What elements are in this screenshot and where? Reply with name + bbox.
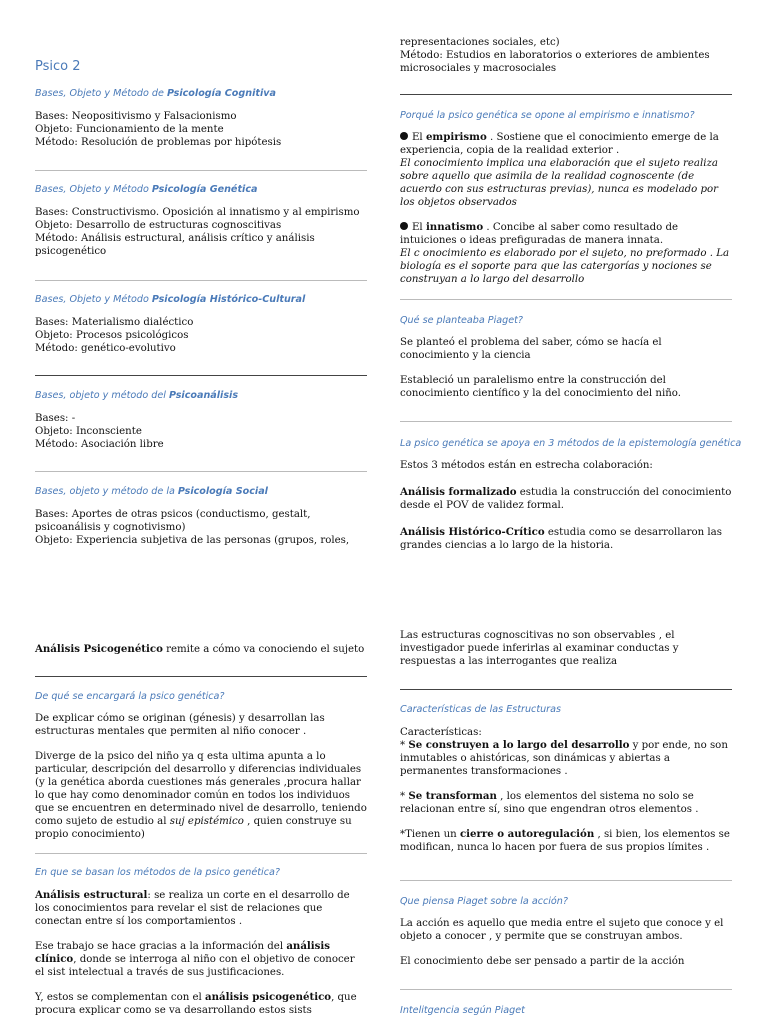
divider bbox=[400, 989, 732, 990]
divider bbox=[35, 375, 367, 376]
divider bbox=[35, 280, 367, 281]
block-cognitiva: Bases: Neopositivismo y Falsacionismo Objeto: Funcionamiento de la mente Método: Resolución de problemas por hipótesis bbox=[35, 111, 282, 148]
heading-historico-cultural: Bases, Objeto y Método Psicología Histórico-Cultural bbox=[35, 294, 306, 305]
divider bbox=[400, 299, 732, 300]
block-metodos: Análisis estructural: se realiza un corte en el desarrollo de los conocimientos para revelar el sist de relaciones que conectan entre sí los comportamientos . Ese trabajo se hace gracias a la información del análisis clínico, donde se interroga al niño con el objetivo de conocer el sist intelectual a través de sus justificaciones. Y, estos se complementan con el análisis psicogenético, que procura explicar como se va desarrollando estos sists bbox=[35, 889, 357, 1016]
divider bbox=[35, 471, 367, 472]
bullet-icon bbox=[400, 222, 408, 230]
block-historico-cultural: Bases: Materialismo dialéctico Objeto: Procesos psicológicos Método: genético-evolutivo bbox=[35, 317, 194, 354]
bullet-icon bbox=[400, 132, 408, 140]
block-genetica: Bases: Constructivismo. Oposición al innatismo y al empirismo Objeto: Desarrollo de estructuras cognoscitivas Método: Análisis estructural, análisis crítico y análisis psicogenético bbox=[35, 207, 360, 257]
divider bbox=[400, 421, 732, 422]
block-caracteristicas: Características: * Se construyen a lo largo del desarrollo y por ende, no son inmutables o ahistóricas, son dinámicas y abiertas a permanentes transformaciones . * Se transforman , los elementos del sistema no solo se relacionan entre sí, sino que engendran otros elementos . *Tienen un cierre o autoregulación , si bien, los elementos se modifican, nunca lo hacen por fuera de sus propios límites . bbox=[400, 727, 730, 853]
heading-inteligencia: Intelitgencia según Piaget bbox=[400, 1005, 525, 1016]
heading-encargara: De qué se encargará la psico genética? bbox=[35, 691, 225, 702]
heading-planteaba-piaget: Qué se planteaba Piaget? bbox=[400, 315, 523, 326]
divider bbox=[35, 853, 367, 854]
heading-caracteristicas: Características de las Estructuras bbox=[400, 704, 561, 715]
block-empirismo-innatismo: El empirismo . Sostiene que el conocimiento emerge de la experiencia, copia de la realidad exterior . El conocimiento implica una elaboración que el sujeto realiza sobre aquello que asimila de la realidad cognoscente (de acuerdo con sus estructuras previas), nunca es modelado por los objetos observados El innatismo . Concibe al saber como resultado de intuiciones o ideas prefiguradas de manera innata. El c onocimiento es elaborado por el sujeto, no preformado . La biología es el soporte para que las catergorías y nociones se construyan a lo largo del desarrollo bbox=[400, 131, 730, 285]
heading-genetica: Bases, Objeto y Método Psicología Genética bbox=[35, 184, 258, 195]
heading-cognitiva: Bases, Objeto y Método de Psicología Cognitiva bbox=[35, 88, 276, 99]
divider bbox=[400, 94, 732, 95]
block-tres-metodos: Estos 3 métodos están en estrecha colaboración: Análisis formalizado estudia la construcción del conocimiento desde el POV de validez formal. Análisis Histórico-Crítico estudia como se desarrollaron las grandes ciencias a lo largo de la historia. bbox=[400, 460, 732, 551]
block-accion: La acción es aquello que media entre el sujeto que conoce y el objeto a conocer , y permite que se construyan ambos. El conocimiento debe ser pensado a partir de la acción bbox=[400, 918, 724, 967]
block-social-cont: representaciones sociales, etc) Método: Estudios en laboratorios o exteriores de ambientes microsociales y macrosociales bbox=[400, 37, 710, 74]
intro-estructuras: Las estructuras cognoscitivas no son observables , el investigador puede inferirlas al examinar conductas y respuestas a las interrogantes que realiza bbox=[400, 630, 679, 667]
block-encargara: De explicar cómo se originan (génesis) y desarrollan las estructuras mentales que permiten al niño conocer . Diverge de la psico del niño ya q esta ultima apunta a lo particular, descripción del desarrollo y diferencias individuales (y la genética aborda cuestiones más generales ,procura hallar lo que hay como denominador común en todos los individuos que se encuentren en determinado nivel de desarrollo, teniendo como sujeto de estudio al suj epistémico , quien construye su propio conocimiento) bbox=[35, 713, 367, 840]
heading-empirismo-innatismo: Porqué la psico genética se opone al empirismo e innatismo? bbox=[400, 110, 695, 121]
intro-psicogenetico: Análisis Psicogenético remite a cómo va conociendo el sujeto bbox=[35, 643, 365, 655]
block-psicoanalisis: Bases: - Objeto: Inconsciente Método: Asociación libre bbox=[35, 413, 164, 450]
page-title: Psico 2 bbox=[35, 59, 81, 74]
heading-tres-metodos: La psico genética se apoya en 3 métodos de la epistemología genética bbox=[400, 438, 742, 449]
heading-psicoanalisis: Bases, objeto y método del Psicoanálisis bbox=[35, 390, 239, 401]
divider bbox=[35, 170, 367, 171]
heading-metodos: En que se basan los métodos de la psico genética? bbox=[35, 867, 280, 878]
divider bbox=[35, 676, 367, 677]
divider bbox=[400, 689, 732, 690]
block-planteaba-piaget: Se planteó el problema del saber, cómo se hacía el conocimiento y la ciencia Estableció un paralelismo entre la construcción del conocimiento científico y la del conocimiento del niño. bbox=[400, 337, 681, 399]
heading-psicologia-social: Bases, objeto y método de la Psicología Social bbox=[35, 486, 268, 497]
block-psicologia-social: Bases: Aportes de otras psicos (conductismo, gestalt, psicoanálisis y cognotivismo) Objeto: Experiencia subjetiva de las personas (grupos, roles, bbox=[35, 509, 350, 546]
heading-accion: Que piensa Piaget sobre la acción? bbox=[400, 896, 568, 907]
divider bbox=[400, 880, 732, 881]
